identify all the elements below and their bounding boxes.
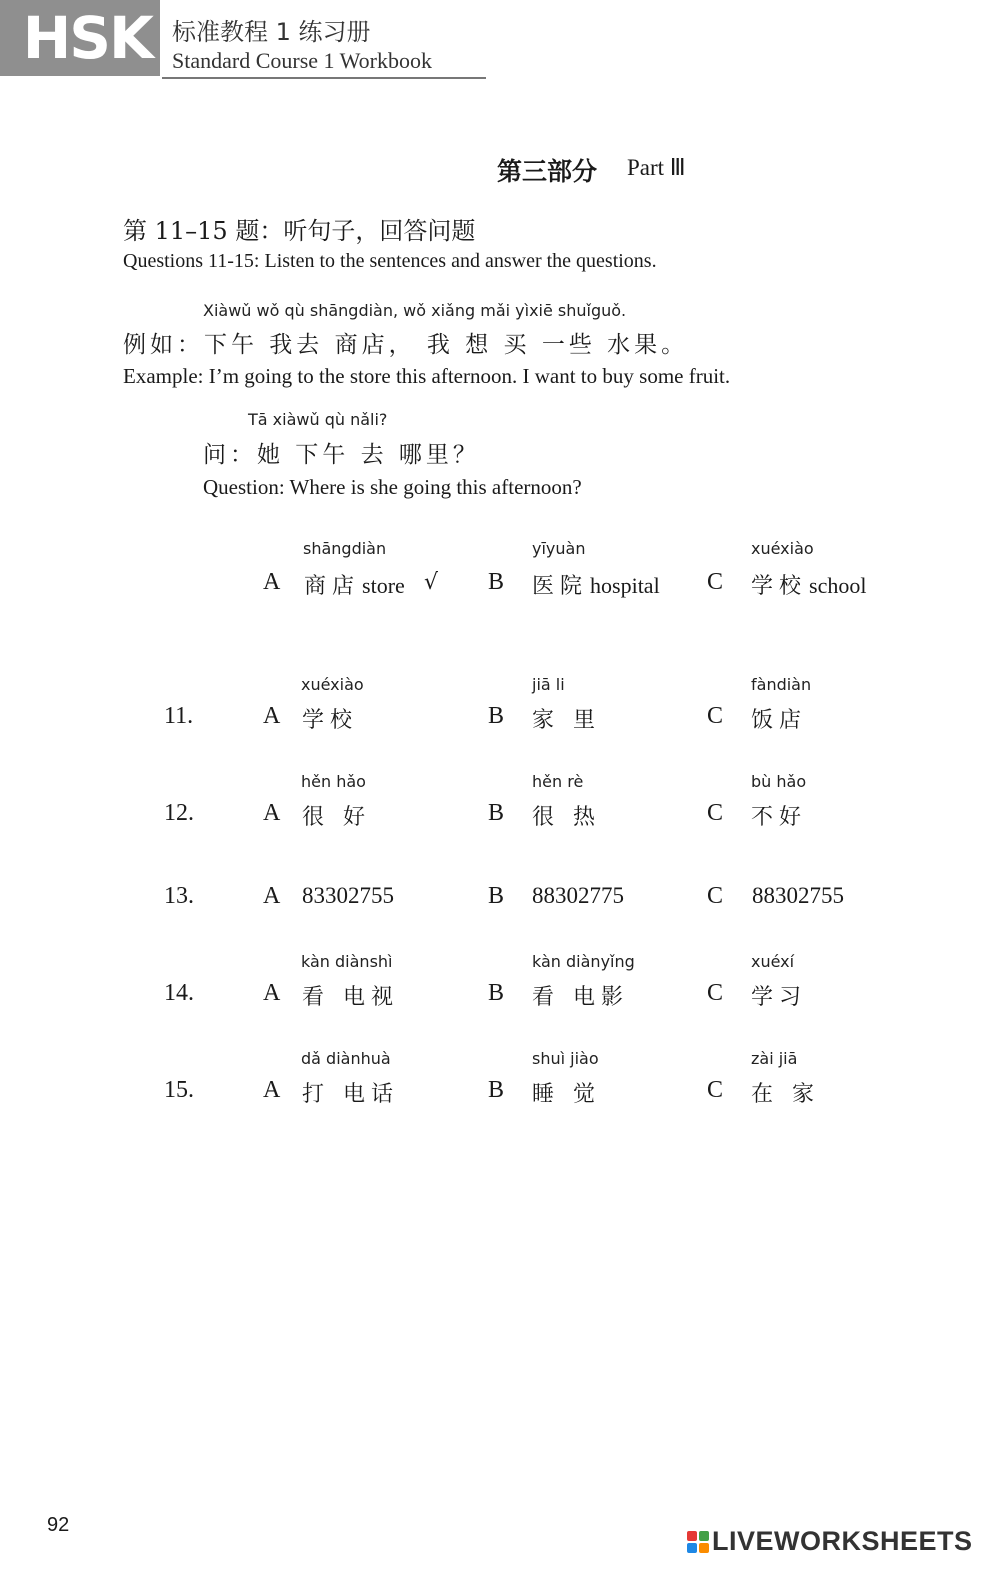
logo-square-blue xyxy=(687,1543,697,1553)
question-13-option-a[interactable]: 83302755 xyxy=(302,883,394,908)
question-12-b-letter: B xyxy=(488,800,505,826)
question-14-a-pinyin: kàn diànshì xyxy=(301,952,393,971)
question-14-b-letter: B xyxy=(488,980,505,1006)
question-13-a-letter: A xyxy=(263,883,281,909)
question-14-c-letter: C xyxy=(707,980,724,1006)
question-11-b-pinyin: jiā li xyxy=(532,675,565,694)
question-12-b-pinyin: hěn rè xyxy=(532,772,584,791)
example-option-b-cn: 医院 xyxy=(532,574,589,599)
question-15-b-pinyin: shuì jiào xyxy=(532,1049,599,1068)
question-13-b-letter: B xyxy=(488,883,505,909)
question-14-a-letter: A xyxy=(263,980,281,1006)
example-pinyin: Xiàwǔ wǒ qù shāngdiàn, wǒ xiǎng mǎi yìxiē shuǐguǒ. xyxy=(203,301,627,320)
example-option-c[interactable] xyxy=(751,569,866,600)
question-14-c-pinyin: xuéxí xyxy=(751,952,795,971)
example-option-c-letter: C xyxy=(707,569,724,595)
question-15-c-pinyin: zài jiā xyxy=(751,1049,798,1068)
question-11-option-a[interactable]: 学校 xyxy=(302,708,359,733)
question-12-a-pinyin: hěn hǎo xyxy=(301,772,366,791)
question-13-c-letter: C xyxy=(707,883,724,909)
question-15-a-pinyin: dǎ diànhuà xyxy=(301,1049,391,1068)
part-title-cn: 第三部分 xyxy=(497,157,598,186)
liveworksheets-icon xyxy=(687,1531,709,1553)
question-15-c-letter: C xyxy=(707,1077,724,1103)
liveworksheets-logo[interactable] xyxy=(687,1526,973,1557)
example-option-c-cn: 学校 xyxy=(751,574,808,599)
instructions-en: Questions 11-15: Listen to the sentences and answer the questions. xyxy=(123,250,657,272)
example-option-b[interactable] xyxy=(532,569,660,600)
logo-square-green xyxy=(699,1531,709,1541)
question-12-option-a[interactable]: 很 好 xyxy=(302,805,371,830)
question-11-number: 11. xyxy=(164,703,194,729)
question-14-option-b[interactable]: 看 电影 xyxy=(532,985,629,1010)
part-title-en: Part Ⅲ xyxy=(627,155,686,180)
question-14-option-c[interactable]: 学习 xyxy=(751,985,808,1010)
question-15-option-b[interactable]: 睡 觉 xyxy=(532,1082,601,1107)
example-option-a[interactable] xyxy=(304,569,405,600)
example-option-c-pinyin: xuéxiào xyxy=(751,539,814,558)
question-14-option-a[interactable]: 看 电视 xyxy=(302,985,399,1010)
question-14-b-pinyin: kàn diànyǐng xyxy=(532,952,635,971)
question-13-option-b[interactable]: 88302775 xyxy=(532,883,624,908)
example-option-a-en: store xyxy=(362,573,405,598)
question-15-number: 15. xyxy=(164,1077,194,1103)
example-question-pinyin: Tā xiàwǔ qù nǎli? xyxy=(248,410,388,429)
question-14-number: 14. xyxy=(164,980,194,1006)
check-mark-icon: √ xyxy=(424,570,439,595)
question-11-a-pinyin: xuéxiào xyxy=(301,675,364,694)
question-13-option-c[interactable]: 88302755 xyxy=(752,883,844,908)
example-question-cn: 问：她 下午 去 哪里？ xyxy=(203,442,480,468)
hsk-logo: HSK xyxy=(0,0,160,76)
example-option-b-en: hospital xyxy=(590,573,660,598)
example-option-a-letter: A xyxy=(263,569,281,595)
example-option-a-pinyin: shāngdiàn xyxy=(303,539,387,558)
question-11-option-c[interactable]: 饭店 xyxy=(751,708,808,733)
question-15-b-letter: B xyxy=(488,1077,505,1103)
example-option-c-en: school xyxy=(809,573,867,598)
header-title-cn: 标准教程 1 练习册 xyxy=(172,18,371,46)
question-15-a-letter: A xyxy=(263,1077,281,1103)
example-option-a-cn: 商店 xyxy=(304,574,361,599)
question-12-option-c[interactable]: 不好 xyxy=(751,805,808,830)
question-12-option-b[interactable]: 很 热 xyxy=(532,805,601,830)
question-12-c-letter: C xyxy=(707,800,724,826)
example-question-en: Question: Where is she going this afternoon? xyxy=(203,475,582,499)
logo-square-orange xyxy=(699,1543,709,1553)
question-11-a-letter: A xyxy=(263,703,281,729)
instructions-cn: 第 11–15 题：听句子，回答问题 xyxy=(123,217,476,245)
header-rule xyxy=(162,77,486,79)
example-sentence-en: Example: I’m going to the store this afternoon. I want to buy some fruit. xyxy=(123,364,731,388)
question-13-number: 13. xyxy=(164,883,194,909)
question-12-a-letter: A xyxy=(263,800,281,826)
liveworksheets-brand: LIVEWORKSHEETS xyxy=(712,1526,973,1556)
question-15-option-c[interactable]: 在 家 xyxy=(751,1082,820,1107)
question-12-number: 12. xyxy=(164,800,194,826)
header-title-en: Standard Course 1 Workbook xyxy=(172,48,432,73)
question-11-c-pinyin: fàndiàn xyxy=(751,675,812,694)
question-11-option-b[interactable]: 家 里 xyxy=(532,708,601,733)
logo-square-red xyxy=(687,1531,697,1541)
question-12-c-pinyin: bù hǎo xyxy=(751,772,807,791)
example-sentence-cn: 例如：下午 我去 商店， 我 想 买 一些 水果。 xyxy=(123,332,689,358)
page-number: 92 xyxy=(47,1514,70,1536)
question-11-c-letter: C xyxy=(707,703,724,729)
question-11-b-letter: B xyxy=(488,703,505,729)
example-option-b-pinyin: yīyuàn xyxy=(532,539,586,558)
question-15-option-a[interactable]: 打 电话 xyxy=(302,1082,399,1107)
example-option-b-letter: B xyxy=(488,569,505,595)
